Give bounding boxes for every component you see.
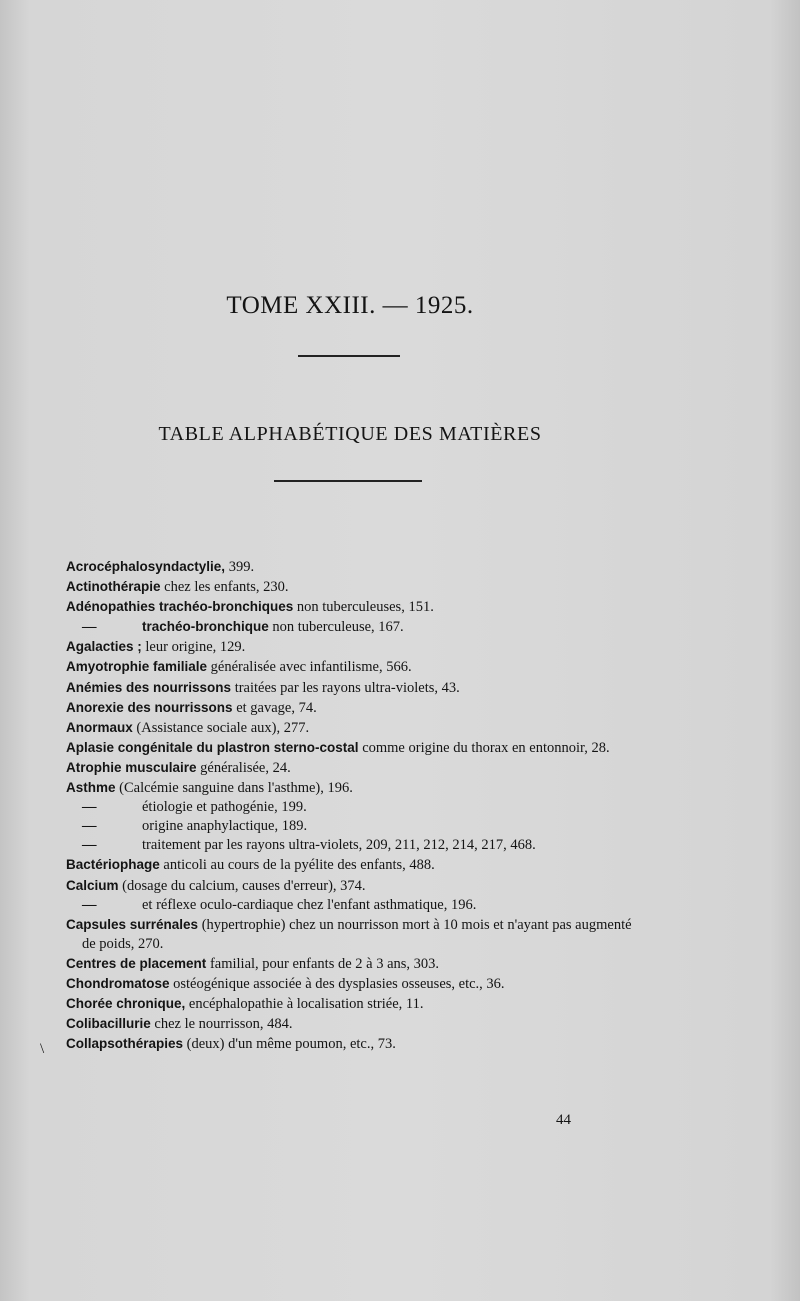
- entry-text: leur origine, 129.: [141, 639, 246, 656]
- table-title: TABLE ALPHABÉTIQUE DES MATIÈRES: [158, 423, 542, 445]
- entry-text: traitement par les rayons ultra-violets, 209, 211, 212, 214, 217, 468.: [142, 837, 536, 854]
- index-entry: [66, 896, 646, 915]
- index-entry: [66, 718, 646, 738]
- entry-text: étiologie et pathogénie, 199.: [142, 799, 307, 816]
- entry-heading: Anormaux: [66, 719, 133, 735]
- repeat-dash: —: [82, 896, 97, 913]
- index-entry: [66, 637, 646, 657]
- index-entry: [66, 855, 646, 875]
- entry-heading: Adénopathies trachéo-bronchiques: [66, 599, 294, 615]
- index-entry: [66, 738, 646, 758]
- page-number: 44: [556, 1112, 571, 1128]
- entry-heading: Chondromatose: [66, 975, 170, 991]
- index-entry: [66, 758, 646, 778]
- index-entry: [66, 698, 646, 718]
- entry-heading: Capsules surrénales: [66, 916, 199, 932]
- entry-heading: Chorée chronique,: [66, 996, 186, 1012]
- repeat-dash: —: [82, 619, 97, 636]
- index-entry: [66, 577, 646, 597]
- index-entry: [66, 798, 646, 817]
- entry-heading: Agalacties ;: [66, 639, 142, 655]
- entry-text: encéphalopathie à localisation striée, 11.: [185, 996, 424, 1013]
- index-entry: [66, 1014, 646, 1034]
- repeat-dash: —: [82, 799, 97, 816]
- entry-heading: Acrocéphalosyndactylie,: [66, 559, 226, 574]
- entry-heading: Calcium: [66, 877, 119, 893]
- entry-text: chez les enfants, 230.: [160, 579, 289, 596]
- entry-heading: Aplasie congénitale du plastron sterno-costal: [66, 739, 359, 755]
- index-entries: [66, 557, 646, 1054]
- repeat-dash: —: [82, 818, 97, 835]
- entry-heading: Colibacillurie: [66, 1016, 151, 1032]
- repeat-dash: —: [82, 837, 97, 854]
- index-entry: [66, 557, 646, 577]
- index-entry: [66, 1034, 646, 1054]
- index-entry: [66, 994, 646, 1014]
- index-entry: [66, 836, 646, 855]
- index-entry: [66, 954, 646, 974]
- entry-text: 399.: [225, 559, 255, 575]
- index-entry: [66, 915, 646, 954]
- entry-text: et réflexe oculo-cardiaque chez l'enfant asthmatique, 196.: [142, 896, 477, 913]
- entry-text: non tuberculeuse, 167.: [268, 619, 404, 636]
- entry-text: anticoli au cours de la pyélite des enfants, 488.: [159, 857, 435, 874]
- entry-heading: Anémies des nourrissons: [66, 679, 232, 695]
- margin-mark: \: [40, 1041, 45, 1057]
- entry-text: comme origine du thorax en entonnoir, 28.: [358, 739, 610, 756]
- entry-text: généralisée, 24.: [196, 759, 291, 776]
- entry-text: traitées par les rayons ultra-violets, 43.: [231, 679, 460, 696]
- entry-text: ostéogénique associée à des dysplasies osseuses, etc., 36.: [169, 975, 505, 992]
- index-entry: [66, 597, 646, 617]
- entry-text: chez le nourrisson, 484.: [150, 1016, 293, 1033]
- entry-heading: Bactériophage: [66, 857, 160, 873]
- entry-text: familial, pour enfants de 2 à 3 ans, 303.: [206, 955, 440, 972]
- index-entry: [66, 657, 646, 677]
- index-entry: [66, 617, 646, 637]
- index-entry: [66, 974, 646, 994]
- entry-text: (dosage du calcium, causes d'erreur), 374.: [118, 877, 366, 894]
- entry-text: généralisée avec infantilisme, 566.: [207, 659, 412, 676]
- entry-heading: trachéo-bronchique: [142, 619, 269, 635]
- entry-heading: Collapsothérapies: [66, 1036, 184, 1052]
- index-entry: [66, 817, 646, 836]
- index-entry: [66, 678, 646, 698]
- entry-heading: Centres de placement: [66, 955, 207, 971]
- volume-heading: TOME XXIII. — 1925.: [226, 292, 474, 319]
- entry-text: origine anaphylactique, 189.: [142, 818, 308, 835]
- divider-rule: [274, 480, 422, 482]
- entry-heading: Actinothérapie: [66, 579, 161, 595]
- divider-rule: [298, 355, 400, 357]
- entry-text: (Calcémie sanguine dans l'asthme), 196.: [115, 780, 353, 797]
- entry-heading: Anorexie des nourrissons: [66, 699, 233, 715]
- entry-text: (hypertrophie) chez un nourrisson mort à 10 mois et n'ayant pas augmenté de poids, 270.: [82, 916, 632, 952]
- entry-text: (deux) d'un même poumon, etc., 73.: [183, 1036, 396, 1053]
- entry-heading: Atrophie musculaire: [66, 759, 197, 775]
- index-entry: [66, 876, 646, 896]
- entry-text: non tuberculeuses, 151.: [293, 599, 434, 616]
- entry-text: et gavage, 74.: [232, 699, 317, 716]
- index-entry: [66, 778, 646, 798]
- entry-heading: Amyotrophie familiale: [66, 659, 208, 675]
- entry-text: (Assistance sociale aux), 277.: [132, 719, 310, 736]
- entry-heading: Asthme: [66, 780, 116, 796]
